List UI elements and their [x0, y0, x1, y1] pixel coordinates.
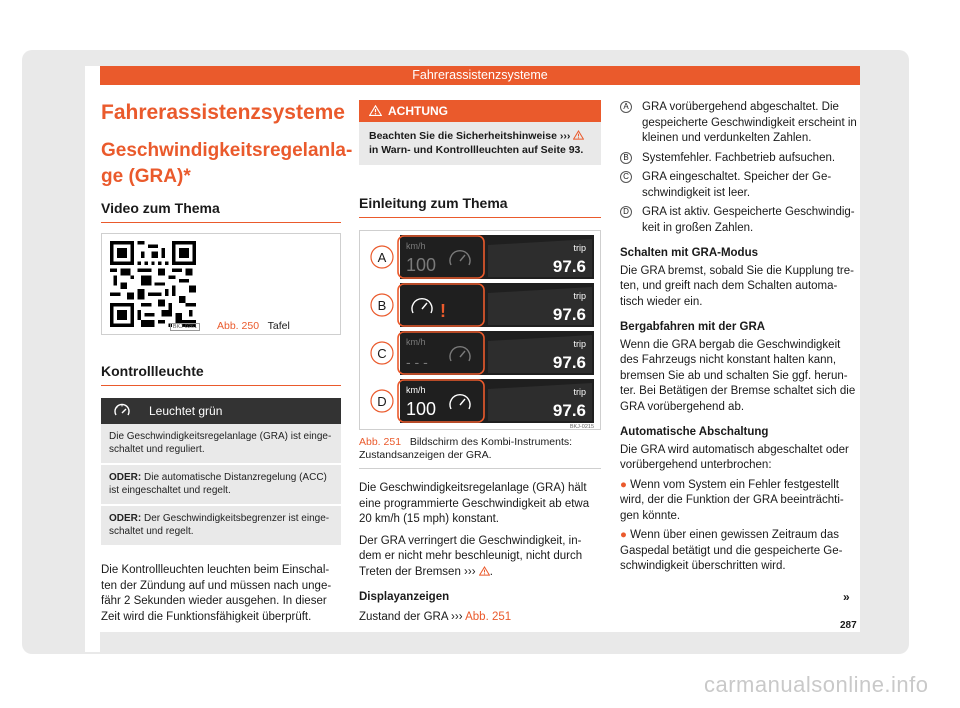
legend-badge: C — [620, 171, 632, 183]
legend-badge: D — [620, 206, 632, 218]
dash-unit: km/h — [406, 385, 426, 395]
dash-panel — [371, 283, 594, 327]
dash-speed: 100 — [406, 255, 437, 275]
bullet-item — [620, 478, 860, 525]
legend-item — [620, 205, 860, 236]
warning-box — [359, 100, 601, 165]
lamp-table-title: Leuchtet grün — [149, 404, 223, 418]
dashboard-figure — [359, 230, 601, 430]
display-heading: Displayanzeigen — [359, 591, 450, 603]
chapter-title: Fahrerassistenzsysteme — [101, 101, 345, 124]
dash-trip-label: trip — [573, 291, 586, 301]
dash-panel — [371, 235, 594, 279]
dash-speed: 100 — [406, 399, 437, 419]
warning-body — [359, 122, 601, 165]
para-text: Der GRA verringert die Geschwindigkeit, in-dem er nicht mehr beschleunigt, nicht durch Treten der Bremsen ››› — [359, 534, 583, 578]
dash-panel — [371, 331, 594, 375]
qr-code-image[interactable] — [110, 241, 196, 327]
subsection-heading: Schalten mit GRA-Modus — [620, 247, 759, 259]
subsection-heading: Bergabfahren mit der GRA — [620, 321, 766, 333]
continue-marker: » — [843, 590, 850, 604]
warning-title: ACHTUNG — [388, 104, 448, 118]
dash-trip-value: 97.6 — [552, 353, 586, 372]
dash-trip-value: 97.6 — [552, 305, 586, 324]
page-number: 287 — [840, 620, 857, 631]
lamp-row — [101, 506, 341, 547]
dash-trip-value: 97.6 — [552, 257, 586, 276]
warning-lamp-table — [101, 398, 341, 547]
body-paragraph: Die GRA bremst, sobald Sie die Kupplung tre-ten, und greift nach dem Schalten automa-tisch wieder ein. — [620, 264, 854, 308]
speedometer-icon — [113, 403, 131, 419]
lamp-row-text: Die automatische Distanzregelung (ACC) ist eingeschaltet und regelt. — [109, 472, 327, 496]
subsection-heading: Automatische Abschaltung — [620, 426, 769, 438]
warning-text-b: in Warn- und Kontrollleuchten auf Seite 93. — [369, 144, 584, 156]
dash-badge-letter: D — [377, 394, 387, 409]
dash-trip-value: 97.6 — [552, 401, 586, 420]
legend-badge: A — [620, 101, 632, 113]
legend-item — [620, 100, 860, 147]
dash-badge-letter: A — [377, 250, 387, 265]
warning-triangle-icon — [369, 105, 382, 116]
dash-panel — [371, 379, 594, 423]
watermark: carmanualsonline.info — [704, 672, 929, 697]
figure-code: BKJ-0261 — [170, 323, 200, 331]
figure-link[interactable]: Abb. 251 — [465, 610, 512, 623]
legend-text: GRA ist aktiv. Gespeicherte Geschwindig-keit in großen Zahlen. — [642, 206, 855, 234]
lamp-table-header — [101, 398, 341, 424]
figure-number: Abb. 250 — [217, 320, 260, 332]
lamp-row-prefix: ODER: — [109, 513, 142, 524]
section-title — [101, 138, 353, 190]
intro-heading: Einleitung zum Thema — [359, 195, 601, 218]
dash-unit: km/h — [406, 241, 426, 251]
column-right — [620, 100, 860, 575]
section-title-line2: ge (GRA)* — [101, 166, 191, 187]
bullet-text: Wenn über einen gewissen Zeitraum das Gaspedal betätigt und die gespeicherte Ge-schwindigkeit überschritten wird. — [620, 529, 843, 572]
legend-text: Systemfehler. Fachbetrieb aufsuchen. — [642, 151, 836, 164]
video-heading: Video zum Thema — [101, 200, 341, 223]
dashboard-caption — [359, 436, 601, 469]
dash-badge-letter: B — [377, 298, 387, 313]
body-paragraph: Die GRA wird automatisch abgeschaltet oder vorübergehend unterbrochen: — [620, 443, 849, 471]
figure-number: Abb. 251 — [359, 436, 402, 448]
section-title-line1: Geschwindigkeitsregelanla- — [101, 140, 353, 161]
dash-speed: - - - — [406, 354, 428, 370]
lamp-row-prefix: ODER: — [109, 472, 142, 483]
kontrollleuchte-heading: Kontrollleuchte — [101, 363, 341, 386]
legend-item — [620, 170, 860, 201]
legend-list — [620, 100, 860, 236]
figure-caption — [217, 320, 290, 332]
figure-code: BKJ-0215 — [569, 424, 594, 429]
bullet-item — [620, 528, 860, 575]
body-paragraph: Wenn die GRA bergab die Geschwindigkeit des Fahrzeugs nicht konstant halten kann, bremsen Sie ab und schalten Sie ggf. herun-ter. Bei Betätigen der Bremse schaltet sich die GRA vorübergehend ab. — [620, 338, 856, 413]
bullet-text: Wenn vom System ein Fehler festgestellt wird, der die Funktion der GRA beeinträchti-gen könnte. — [620, 478, 844, 522]
figure-caption-text: Tafel — [267, 320, 290, 332]
dashboard-figure-svg — [360, 231, 600, 429]
footer-strip — [100, 632, 860, 654]
warning-triangle-icon[interactable] — [573, 130, 584, 140]
figure-caption-text: Bildschirm des Kombi-Instruments: Zustandsanzeigen der GRA. — [359, 436, 573, 461]
lamp-row-text: Der Geschwindigkeitsbegrenzer ist einge-schaltet und regelt. — [109, 513, 330, 537]
figure-qr — [101, 233, 341, 335]
dash-trip-label: trip — [573, 339, 586, 349]
warning-triangle-icon[interactable] — [479, 566, 490, 576]
bullet-dot: ● — [620, 529, 627, 541]
legend-badge: B — [620, 152, 632, 164]
column-left — [101, 100, 353, 625]
dash-trip-label: trip — [573, 387, 586, 397]
dash-unit: km/h — [406, 337, 426, 347]
chapter-header: Fahrerassistenzsysteme — [100, 66, 860, 85]
legend-text: GRA vorübergehend abgeschaltet. Die gespeicherte Geschwindigkeit erscheint in kleinen und verdunkelten Zahlen. — [642, 101, 857, 144]
error-exclamation-icon: ! — [440, 301, 446, 321]
column-middle — [359, 100, 601, 625]
body-paragraph — [359, 534, 601, 581]
legend-item — [620, 151, 860, 167]
warning-header — [359, 100, 601, 122]
bullet-dot: ● — [620, 478, 627, 491]
warning-text-a: Beachten Sie die Sicherheitshinweise ››› — [369, 130, 571, 142]
lamp-row — [101, 424, 341, 465]
lamp-row-text: Die Geschwindigkeitsregelanlage (GRA) ist einge-schaltet und reguliert. — [109, 431, 332, 455]
dash-trip-label: trip — [573, 243, 586, 253]
display-text: Zustand der GRA ››› — [359, 610, 463, 623]
body-paragraph — [359, 610, 601, 626]
legend-text: GRA eingeschaltet. Speicher der Ge-schwindigkeit ist leer. — [642, 171, 832, 199]
body-paragraph: Die Kontrollleuchten leuchten beim Einschal-ten der Zündung auf und müssen nach unge-fähr 2 Sekunden wieder ausgehen. In dieser Zeit wird die Funktionsfähigkeit überprüft. — [101, 564, 332, 623]
para-end: . — [489, 565, 493, 578]
dash-badge-letter: C — [377, 346, 387, 361]
body-paragraph: Die Geschwindigkeitsregelanlage (GRA) hält eine programmierte Geschwindigkeit ab etwa 20 km/h (15 mph) konstant. — [359, 482, 590, 525]
lamp-row — [101, 465, 341, 506]
